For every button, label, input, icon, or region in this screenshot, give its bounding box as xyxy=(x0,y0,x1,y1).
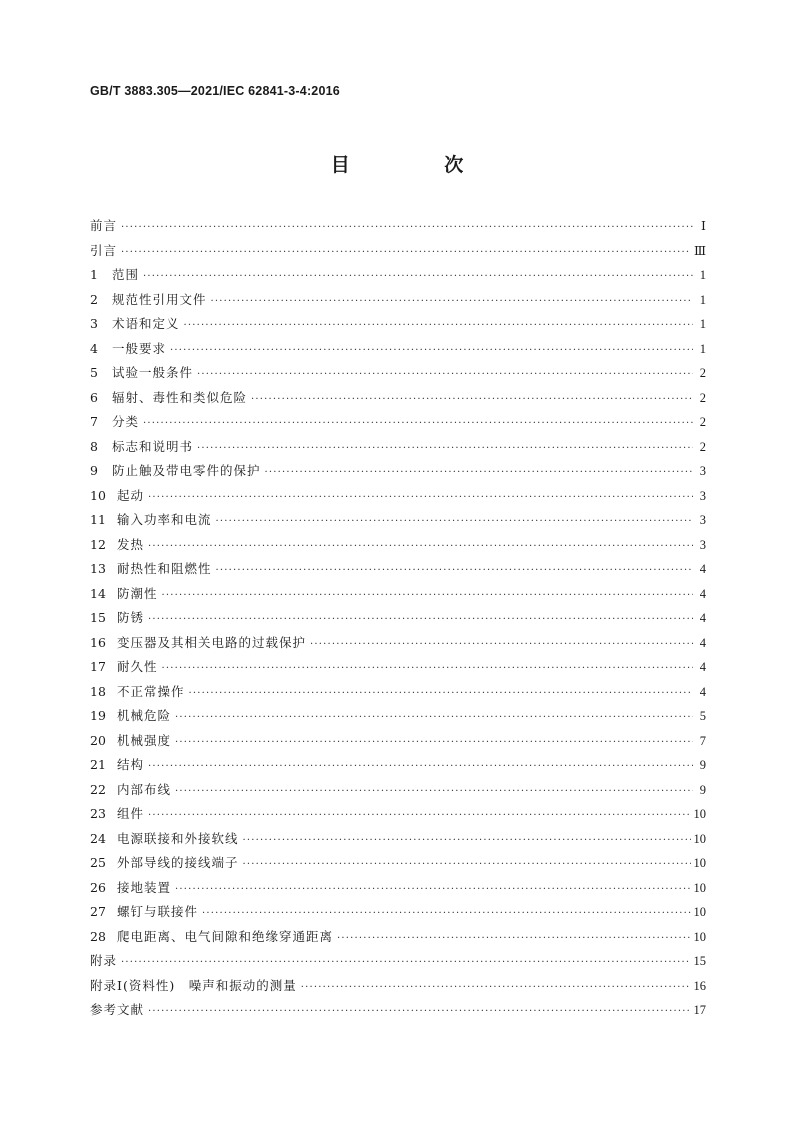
toc-leader-dots xyxy=(148,535,693,560)
toc-entry-page: 4 xyxy=(699,611,706,625)
toc-entry[interactable] xyxy=(90,949,706,974)
toc-entry-title: 不正常操作 xyxy=(117,683,185,699)
toc-leader-dots xyxy=(197,437,693,462)
toc-entry[interactable] xyxy=(90,753,706,778)
toc-leader-dots xyxy=(148,804,690,829)
toc-entry-title: 分类 xyxy=(112,414,140,429)
toc-entry-page: 5 xyxy=(699,709,706,723)
toc-entry-number: 6 xyxy=(90,389,98,405)
toc-entry-page: 9 xyxy=(699,758,706,772)
toc-entry-title: 起动 xyxy=(117,487,145,503)
toc-entry[interactable] xyxy=(90,508,706,533)
toc-entry[interactable] xyxy=(90,974,706,999)
toc-entry-page: 10 xyxy=(693,807,706,821)
toc-entry-title: 引言 xyxy=(90,242,118,258)
toc-leader-dots xyxy=(170,339,693,364)
toc-leader-dots xyxy=(197,363,693,388)
toc-entry-title: 结构 xyxy=(117,757,145,772)
toc-entry-number: 25 xyxy=(90,855,106,870)
toc-entry-number: 12 xyxy=(90,536,106,552)
toc-entry-number: 8 xyxy=(90,438,98,454)
toc-entry-title: 辐射、毒性和类似危险 xyxy=(112,389,248,405)
toc-entry[interactable] xyxy=(90,729,706,754)
toc-entry-title: 机械强度 xyxy=(117,732,172,748)
toc-entry[interactable] xyxy=(90,900,706,925)
toc-leader-dots xyxy=(216,559,693,584)
toc-entry-page: 2 xyxy=(699,366,706,380)
toc-entry-title: 螺钉与联接件 xyxy=(117,904,199,919)
toc-entry-title: 发热 xyxy=(117,536,145,552)
toc-leader-dots xyxy=(337,927,690,952)
toc-entry-title: 接地装置 xyxy=(117,879,172,895)
toc-entry-number: 15 xyxy=(90,610,106,625)
toc-entry[interactable] xyxy=(90,386,706,411)
toc-entry-number: 26 xyxy=(90,879,106,895)
toc-leader-dots xyxy=(301,976,691,1001)
toc-entry-number: 16 xyxy=(90,634,106,650)
toc-entry-page: 4 xyxy=(699,586,706,601)
toc-entry-page: 4 xyxy=(699,660,706,674)
toc-entry-page: 9 xyxy=(699,782,706,797)
toc-entry[interactable] xyxy=(90,361,706,386)
toc-entry[interactable] xyxy=(90,484,706,509)
toc-entry-page: 10 xyxy=(693,929,706,944)
toc-entry-page: 10 xyxy=(693,831,706,846)
toc-leader-dots xyxy=(189,682,693,707)
toc-entry-number: 14 xyxy=(90,585,106,601)
toc-leader-dots xyxy=(216,510,693,535)
toc-entry-number: 21 xyxy=(90,757,106,772)
table-of-contents xyxy=(90,214,706,1023)
toc-entry-number: 3 xyxy=(90,316,98,331)
toc-leader-dots xyxy=(148,1000,690,1025)
toc-entry-title: 耐热性和阻燃性 xyxy=(117,561,212,576)
toc-entry[interactable] xyxy=(90,435,706,460)
toc-entry-number: 19 xyxy=(90,708,106,723)
toc-entry-title: 输入功率和电流 xyxy=(117,512,212,527)
toc-leader-dots xyxy=(121,241,691,266)
toc-entry-title: 外部导线的接线端子 xyxy=(117,855,239,870)
toc-leader-dots xyxy=(184,314,693,339)
toc-entry-number: 20 xyxy=(90,732,106,748)
toc-leader-dots xyxy=(175,878,690,903)
toc-entry-page: 4 xyxy=(699,635,706,650)
toc-entry-number: 2 xyxy=(90,291,98,307)
toc-leader-dots xyxy=(143,412,693,437)
toc-entry-page: 1 xyxy=(699,317,706,331)
toc-entry-title: 试验一般条件 xyxy=(112,365,194,380)
toc-entry-number: 5 xyxy=(90,365,98,380)
toc-leader-dots xyxy=(265,461,693,486)
toc-entry-title: 变压器及其相关电路的过载保护 xyxy=(117,634,307,650)
toc-entry-page: 10 xyxy=(693,856,706,870)
toc-entry-page: 4 xyxy=(699,684,706,699)
toc-entry-number: 28 xyxy=(90,928,106,944)
toc-entry[interactable] xyxy=(90,312,706,337)
toc-entry[interactable] xyxy=(90,704,706,729)
toc-leader-dots xyxy=(162,584,693,609)
toc-entry-title: 一般要求 xyxy=(112,340,167,356)
toc-leader-dots xyxy=(143,265,693,290)
toc-entry-page: 3 xyxy=(699,464,706,478)
toc-entry-title: 防锈 xyxy=(117,610,145,625)
toc-entry-page: 4 xyxy=(699,562,706,576)
toc-entry-title: 机械危险 xyxy=(117,708,172,723)
toc-entry-title: 防潮性 xyxy=(117,585,158,601)
toc-entry-page: 2 xyxy=(699,415,706,429)
toc-entry-title: 前言 xyxy=(90,218,118,233)
toc-entry-page: 1 xyxy=(699,341,706,356)
toc-entry-title: 防止触及带电零件的保护 xyxy=(112,463,261,478)
toc-leader-dots xyxy=(175,706,693,731)
toc-entry-title: 术语和定义 xyxy=(112,316,180,331)
toc-entry-title: 爬电距离、电气间隙和绝缘穿通距离 xyxy=(117,928,334,944)
toc-entry[interactable] xyxy=(90,631,706,656)
toc-entry-title: 标志和说明书 xyxy=(112,438,194,454)
toc-leader-dots xyxy=(211,290,693,315)
toc-leader-dots xyxy=(162,657,693,682)
toc-leader-dots xyxy=(121,951,690,976)
toc-leader-dots xyxy=(202,902,690,927)
toc-entry-number: 7 xyxy=(90,414,98,429)
toc-entry[interactable] xyxy=(90,557,706,582)
toc-leader-dots xyxy=(310,633,693,658)
toc-entry-page: 16 xyxy=(693,978,706,993)
toc-entry-page: 1 xyxy=(699,268,706,282)
toc-entry-number: 13 xyxy=(90,561,106,576)
toc-entry-number: 10 xyxy=(90,487,106,503)
toc-entry-page: 2 xyxy=(699,439,706,454)
toc-entry-number: 23 xyxy=(90,806,106,821)
toc-entry-number: 11 xyxy=(90,512,106,527)
toc-entry-page: 3 xyxy=(699,488,706,503)
toc-leader-dots xyxy=(148,486,693,511)
toc-entry-number: 1 xyxy=(90,267,98,282)
toc-entry[interactable] xyxy=(90,655,706,680)
standard-code-header: GB/T 3883.305—2021/IEC 62841-3-4:2016 xyxy=(90,84,340,98)
toc-entry-title: 规范性引用文件 xyxy=(112,291,207,307)
toc-entry[interactable] xyxy=(90,876,706,901)
toc-leader-dots xyxy=(148,608,693,633)
toc-leader-dots xyxy=(243,829,691,854)
toc-entry[interactable] xyxy=(90,410,706,435)
page-title: 目 次 xyxy=(330,154,508,176)
toc-entry[interactable] xyxy=(90,998,706,1023)
toc-entry[interactable] xyxy=(90,239,706,264)
toc-entry-title: 耐久性 xyxy=(117,659,158,674)
toc-entry-number: 27 xyxy=(90,904,106,919)
toc-entry[interactable] xyxy=(90,802,706,827)
toc-leader-dots xyxy=(175,780,693,805)
toc-entry-page: Ⅰ xyxy=(701,219,706,233)
toc-entry[interactable] xyxy=(90,606,706,631)
toc-entry[interactable] xyxy=(90,851,706,876)
toc-leader-dots xyxy=(148,755,693,780)
toc-entry-number: 22 xyxy=(90,781,106,797)
toc-entry[interactable] xyxy=(90,459,706,484)
toc-entry-page: 7 xyxy=(699,733,706,748)
toc-entry-page: 2 xyxy=(699,390,706,405)
toc-entry-page: 1 xyxy=(699,292,706,307)
toc-entry-page: 17 xyxy=(693,1003,706,1017)
toc-entry-page: 15 xyxy=(693,954,706,968)
toc-entry-page: 3 xyxy=(699,513,706,527)
toc-leader-dots xyxy=(251,388,693,413)
toc-entry-number: 24 xyxy=(90,830,106,846)
toc-entry-title: 内部布线 xyxy=(117,781,172,797)
toc-entry-number: 4 xyxy=(90,340,98,356)
toc-leader-dots xyxy=(175,731,693,756)
toc-entry[interactable] xyxy=(90,827,706,852)
toc-entry-page: Ⅲ xyxy=(693,243,706,258)
toc-leader-dots xyxy=(243,853,691,878)
toc-entry[interactable] xyxy=(90,337,706,362)
toc-entry-page: 3 xyxy=(699,537,706,552)
toc-entry-title: 范围 xyxy=(112,267,140,282)
toc-entry[interactable] xyxy=(90,925,706,950)
toc-entry[interactable] xyxy=(90,214,706,239)
toc-entry-number: 17 xyxy=(90,659,106,674)
toc-leader-dots xyxy=(121,216,693,241)
toc-entry[interactable] xyxy=(90,582,706,607)
toc-entry-title: 参考文献 xyxy=(90,1002,145,1017)
toc-entry-page: 10 xyxy=(693,905,706,919)
toc-entry-title: 电源联接和外接软线 xyxy=(117,830,239,846)
toc-entry[interactable] xyxy=(90,288,706,313)
toc-entry-number: 9 xyxy=(90,463,98,478)
toc-entry-title: 附录 xyxy=(90,953,118,968)
toc-entry[interactable] xyxy=(90,778,706,803)
toc-entry-page: 10 xyxy=(693,880,706,895)
toc-entry-number: 18 xyxy=(90,683,106,699)
toc-entry[interactable] xyxy=(90,680,706,705)
toc-entry-title: 附录Ⅰ(资料性) 噪声和振动的测量 xyxy=(90,977,297,993)
toc-entry[interactable] xyxy=(90,263,706,288)
toc-entry[interactable] xyxy=(90,533,706,558)
toc-entry-title: 组件 xyxy=(117,806,145,821)
